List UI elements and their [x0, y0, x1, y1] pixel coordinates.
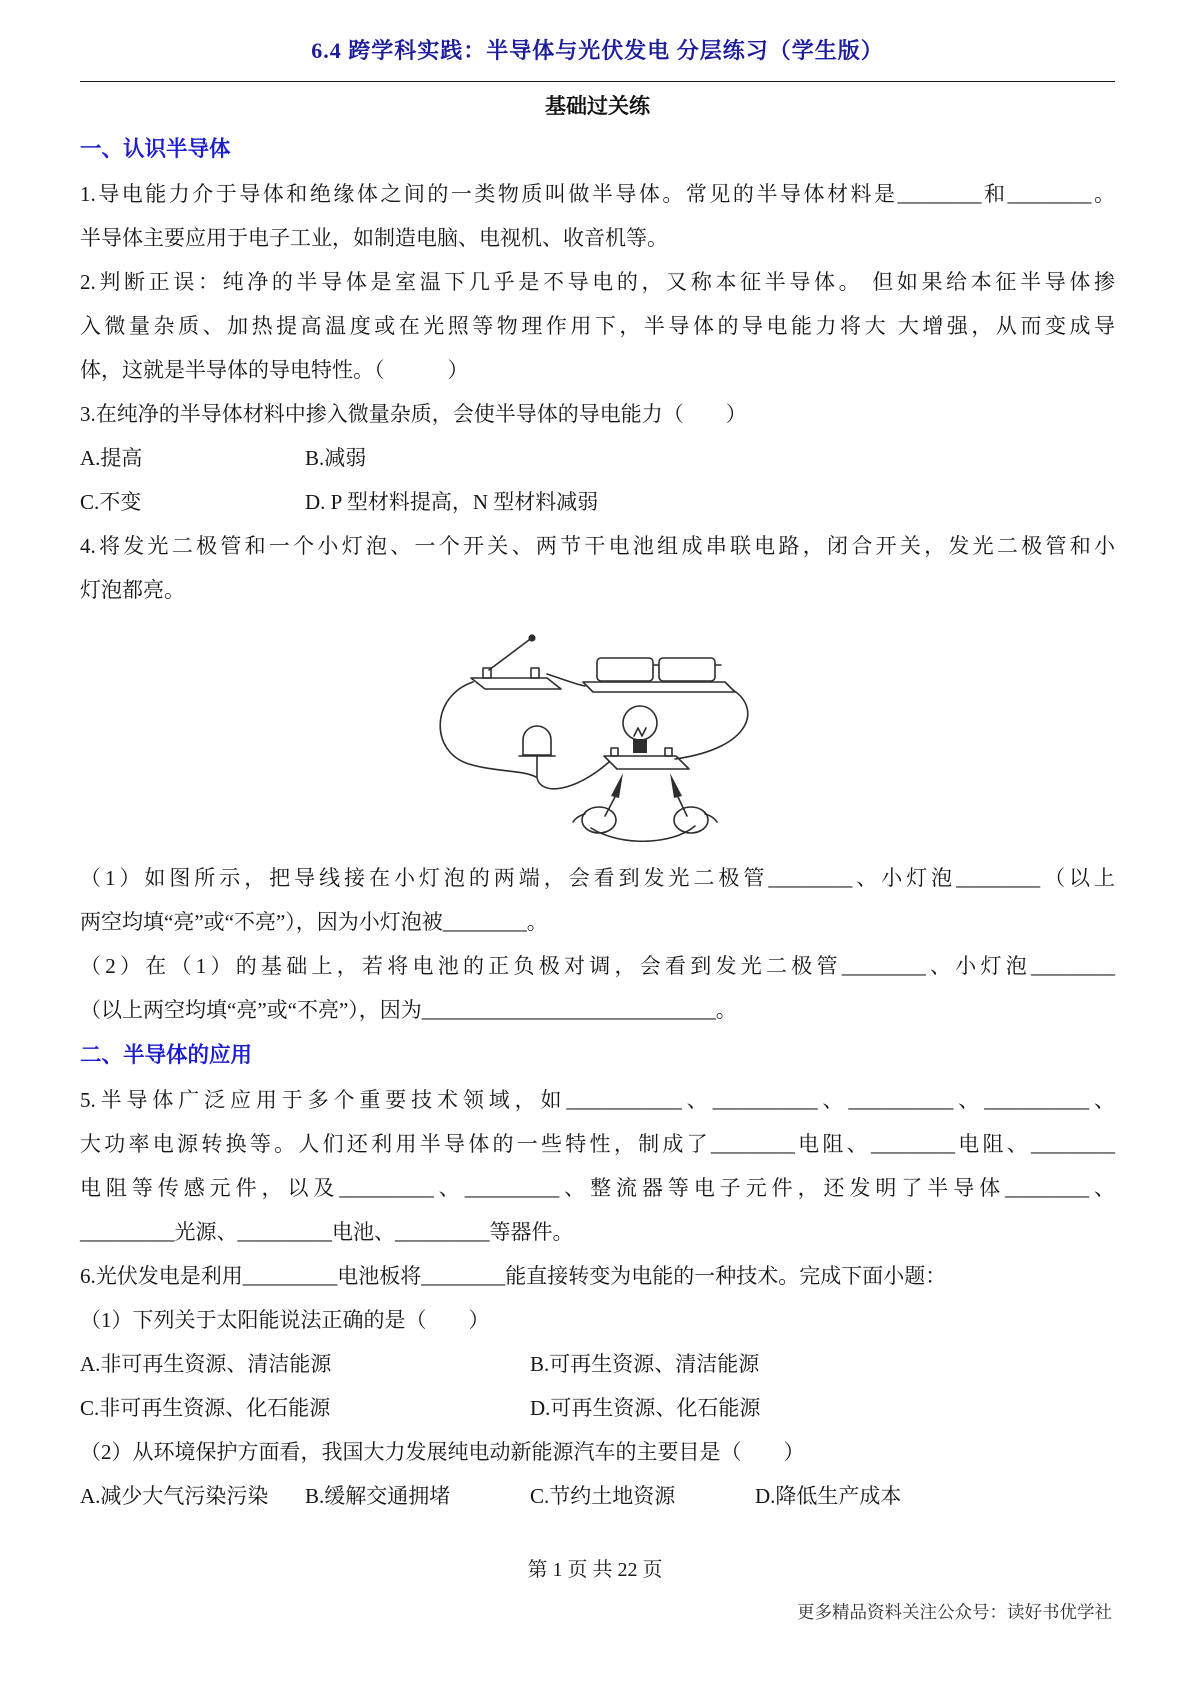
question-6-sub2-options-row	[80, 1474, 1115, 1518]
option-c: C.节约土地资源	[530, 1484, 676, 1508]
question-5-line-2: 大功率电源转换等。人们还利用半导体的一些特性，制成了________电阻、________电阻、________	[80, 1132, 1115, 1156]
question-2-line-1: 2.判断正误：纯净的半导体是室温下几乎是不导电的，又称本征半导体。 但如果给本征半导体掺	[80, 270, 1115, 294]
page-number: 第 1 页 共 22 页	[527, 1559, 663, 1581]
question-1-line-1: 1.导电能力介于导体和绝缘体之间的一类物质叫做半导体。常见的半导体材料是________和________。	[80, 182, 1115, 206]
header-divider	[80, 81, 1115, 82]
hands-with-probes	[573, 773, 717, 833]
question-4-sub1-line-1: （1）如图所示，把导线接在小灯泡的两端，会看到发光二极管________、小灯泡________（以上	[80, 866, 1115, 890]
section-heading-2: 二、半导体的应用	[80, 1043, 253, 1067]
question-6-sub1-stem: （1）下列关于太阳能说法正确的是（ ）	[80, 1308, 490, 1332]
option-a: A.提高	[80, 446, 143, 470]
option-b: B.减弱	[305, 446, 367, 470]
battery-pack	[583, 658, 735, 692]
question-4-line-1: 4.将发光二极管和一个小灯泡、一个开关、两节干电池组成串联电路，闭合开关，发光二极管和小	[80, 534, 1115, 558]
question-4-sub2-line-1: （2）在（1）的基础上，若将电池的正负极对调，会看到发光二极管________、小灯泡________	[80, 954, 1115, 978]
option-b: B.缓解交通拥堵	[305, 1484, 451, 1508]
section-heading-1: 一、认识半导体	[80, 137, 231, 161]
question-6-sub2-stem: （2）从环境保护方面看，我国大力发展纯电动新能源汽车的主要目是（ ）	[80, 1440, 805, 1464]
option-c: C.不变	[80, 490, 142, 514]
question-3-options-row-1	[80, 436, 1115, 480]
question-5-line-1: 5.半导体广泛应用于多个重要技术领域，如___________、__________、__________、__________、	[80, 1088, 1115, 1112]
question-5-line-4: _________光源、_________电池、_________等器件。	[80, 1220, 574, 1244]
promo-footer-note: 更多精品资料关注公众号：读好书优学社	[797, 1602, 1112, 1622]
option-d: D.可再生资源、化石能源	[530, 1396, 761, 1420]
question-4-sub2-line-2: （以上两空均填“亮”或“不亮”），因为____________________________。	[80, 998, 737, 1022]
connecting-wires	[440, 674, 748, 841]
option-b: B.可再生资源、清洁能源	[530, 1352, 760, 1376]
document-title: 6.4 跨学科实践：半导体与光伏发电 分层练习（学生版）	[311, 38, 884, 63]
circuit-figure	[80, 612, 1115, 856]
question-6-stem: 6.光伏发电是利用_________电池板将________能直接转变为电能的一种技术。完成下面小题：	[80, 1264, 947, 1288]
question-3-stem: 3.在纯净的半导体材料中掺入微量杂质，会使半导体的导电能力（ ）	[80, 402, 747, 426]
exercise-banner: 基础过关练	[545, 94, 650, 118]
option-c: C.非可再生资源、化石能源	[80, 1396, 331, 1420]
question-2-line-2: 入微量杂质、加热提高温度或在光照等物理作用下，半导体的导电能力将大 大增强，从而变成导	[80, 314, 1115, 338]
knife-switch	[471, 634, 561, 689]
question-4-line-2: 灯泡都亮。	[80, 578, 185, 602]
question-2-line-3: 体，这就是半导体的导电特性。（ ）	[80, 358, 469, 382]
question-5-line-3: 电阻等传感元件，以及_________、_________、整流器等电子元件，还发明了半导体________、	[80, 1176, 1115, 1200]
option-d: D. P 型材料提高，N 型材料减弱	[305, 490, 599, 514]
circuit-diagram-svg	[423, 620, 773, 842]
question-3-options-row-2	[80, 480, 1115, 524]
question-4-sub1-line-2: 两空均填“亮”或“不亮”），因为小灯泡被________。	[80, 910, 548, 934]
question-6-sub1-options-row-1	[80, 1342, 1115, 1386]
question-6-sub1-options-row-2	[80, 1386, 1115, 1430]
option-a: A.非可再生资源、清洁能源	[80, 1352, 332, 1376]
option-d: D.降低生产成本	[755, 1484, 902, 1508]
question-1-line-2: 半导体主要应用于电子工业，如制造电脑、电视机、收音机等。	[80, 226, 668, 250]
option-a: A.减少大气污染污染	[80, 1484, 269, 1508]
led	[519, 726, 555, 777]
